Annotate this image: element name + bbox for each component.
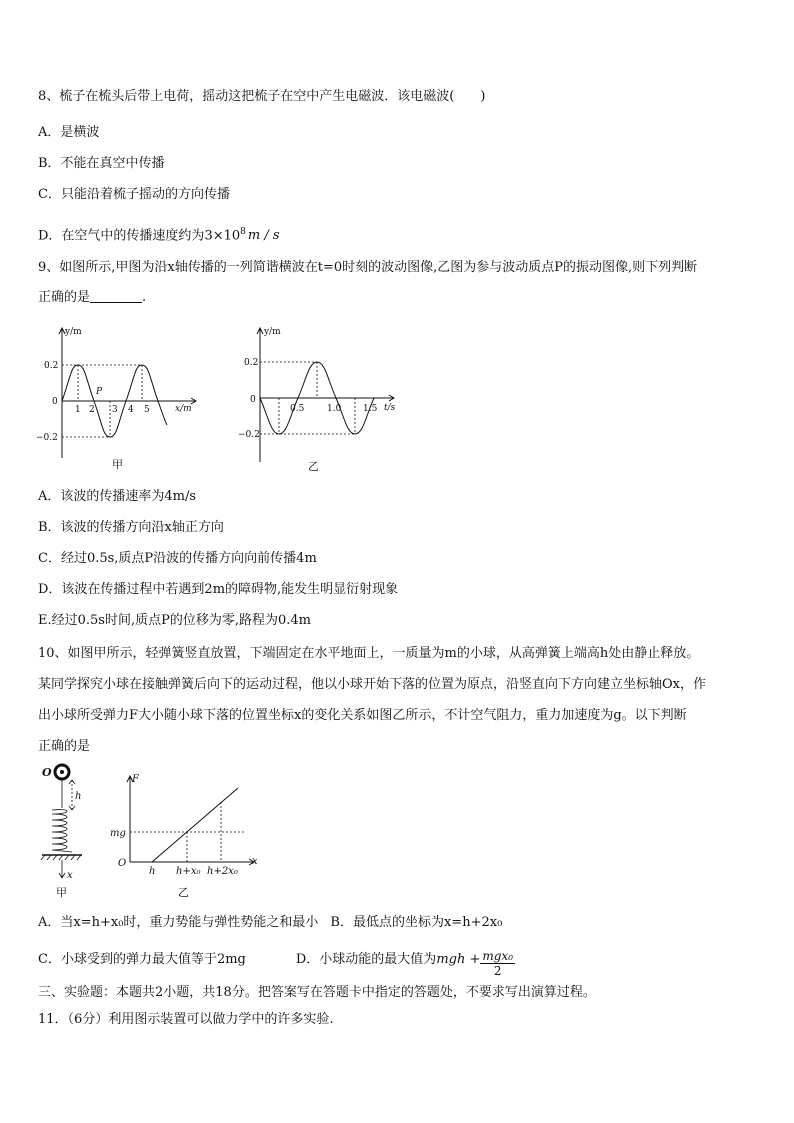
q10-jia-h-label: h: [75, 791, 82, 802]
q9-option-a: A．该波的传播速率为4m/s: [38, 489, 197, 504]
q9-jia-ytick-0: 0: [52, 397, 58, 407]
q8-option-d-unit: m / s: [247, 228, 280, 244]
q10-yi-ylabel: F: [132, 774, 139, 785]
q9-jia-xtick-1: 1: [75, 405, 81, 415]
q9-stem-line1: 9、如图所示,甲图为沿x轴传播的一列简谐横波在t=0时刻的波动图像,乙图为参与波动质点P的振动图像,则下列判断: [38, 260, 698, 275]
q8-option-a: A．是横波: [38, 125, 100, 140]
q9-answer-blank: [90, 290, 142, 303]
q10-yi-xtick-h+x0: h+x₀: [176, 866, 201, 877]
q10-option-c: C．小球受到的弹力最大值等于2mg: [38, 952, 246, 967]
q10-option-d-expr: mgh +: [436, 952, 481, 967]
q9-figure-jia: [36, 322, 206, 472]
q10-option-b: B．最低点的坐标为x=h+2x₀: [330, 915, 503, 930]
q9-yi-ytick-0.2: 0.2: [244, 358, 259, 368]
q10-stem-line2: 某同学探究小球在接触弹簧后向下的运动过程，他以小球开始下落的位置为原点，沿竖直向下方向建立坐标轴Ox，作: [38, 677, 706, 692]
q10-jia-x-label: x: [67, 870, 73, 881]
q9-jia-point-p: P: [96, 387, 103, 397]
q9-stem-end: .: [142, 290, 147, 305]
q10-jia-origin-o: O: [42, 766, 52, 779]
q9-jia-xtick-5: 5: [144, 405, 150, 415]
q8-option-d-text: D．在空气中的传播速度约为: [38, 228, 205, 244]
q9-option-d: D．该波在传播过程中若遇到2m的障碍物,能发生明显衍射现象: [38, 582, 399, 597]
q9-yi-ytick-neg0.2: −0.2: [238, 430, 260, 440]
q10-option-d-text: D．小球动能的最大值为: [295, 952, 437, 967]
q9-yi-caption: 乙: [308, 460, 319, 472]
q9-figure-yi: [232, 322, 402, 472]
q10-option-a: A．当x=h+x₀时，重力势能与弹性势能之和最小: [38, 915, 319, 930]
q10-yi-origin: O: [118, 858, 127, 869]
q9-stem-text: 正确的是: [38, 290, 91, 305]
q11-stem: 11．（6分）利用图示装置可以做力学中的许多实验.: [38, 1012, 334, 1027]
q10-figure-jia: [36, 762, 96, 902]
q9-jia-xtick-3: 3: [112, 405, 118, 415]
q9-jia-caption: 甲: [112, 458, 123, 471]
q10-figure-yi: [106, 770, 266, 902]
q9-jia-xtick-2: 2: [89, 405, 95, 415]
q10-yi-caption: 乙: [178, 886, 189, 899]
q9-option-b: B．该波的传播方向沿x轴正方向: [38, 520, 224, 535]
q10-options-ab: [38, 914, 502, 932]
q8-option-b: B．不能在真空中传播: [38, 156, 165, 171]
q10-option-d-denominator: 2: [493, 964, 502, 978]
q8-stem: 8、梳子在梳头后带上电荷，摇动这把梳子在空中产生电磁波．该电磁波( ): [38, 89, 486, 104]
q8-option-d-exponent: 8: [240, 227, 246, 237]
q9-option-c: C．经过0.5s,质点P沿波的传播方向向前传播4m: [38, 551, 317, 566]
q9-stem-line2: [38, 289, 146, 307]
q10-stem-line4: 正确的是: [38, 739, 91, 754]
q9-yi-ytick-0: 0: [250, 395, 256, 405]
q8-option-d: [38, 223, 280, 245]
q9-jia-ytick-0.2: 0.2: [44, 361, 59, 371]
q10-stem-line1: 10、如图甲所示，轻弹簧竖直放置，下端固定在水平地面上，一质量为m的小球，从高弹簧上端高h处由静止释放。: [38, 646, 700, 661]
q10-yi-xtick-h+2x0: h+2x₀: [207, 866, 238, 877]
q9-yi-ylabel: y/m: [264, 327, 281, 337]
q10-stem-line3: 出小球所受弹力F大小随小球下落的位置坐标x的变化关系如图乙所示，不计空气阻力，重力加速度为g。以下判断: [38, 708, 687, 723]
q10-option-d-fraction: [480, 949, 515, 978]
q10-yi-mg-label: mg: [110, 828, 126, 839]
q9-jia-xlabel: x/m: [175, 404, 192, 414]
q9-yi-xtick-1.0: 1.0: [327, 404, 342, 414]
q9-jia-ylabel: y/m: [65, 327, 82, 337]
q10-yi-xlabel: x: [252, 856, 258, 867]
q8-option-d-value: 3×10: [204, 228, 241, 244]
q10-yi-xtick-h: h: [149, 866, 156, 877]
q9-jia-ytick-neg0.2: −0.2: [36, 433, 58, 443]
q9-yi-xtick-0.5: 0.5: [290, 404, 305, 414]
q10-options-cd: [38, 949, 515, 978]
section-3-heading: 三、实验题：本题共2小题，共18分。把答案写在答题卡中指定的答题处，不要求写出演算过程。: [38, 985, 596, 1000]
q9-yi-xtick-1.5: 1.5: [363, 404, 378, 414]
q10-option-d-numerator: mgx₀: [482, 949, 513, 963]
q8-option-c: C．只能沿着梳子摇动的方向传播: [38, 187, 230, 202]
q9-yi-xlabel: t/s: [384, 403, 396, 413]
q9-jia-xtick-4: 4: [128, 405, 134, 415]
q9-option-e: E.经过0.5s时间,质点P的位移为零,路程为0.4m: [38, 613, 311, 628]
q10-jia-caption: 甲: [56, 886, 67, 899]
